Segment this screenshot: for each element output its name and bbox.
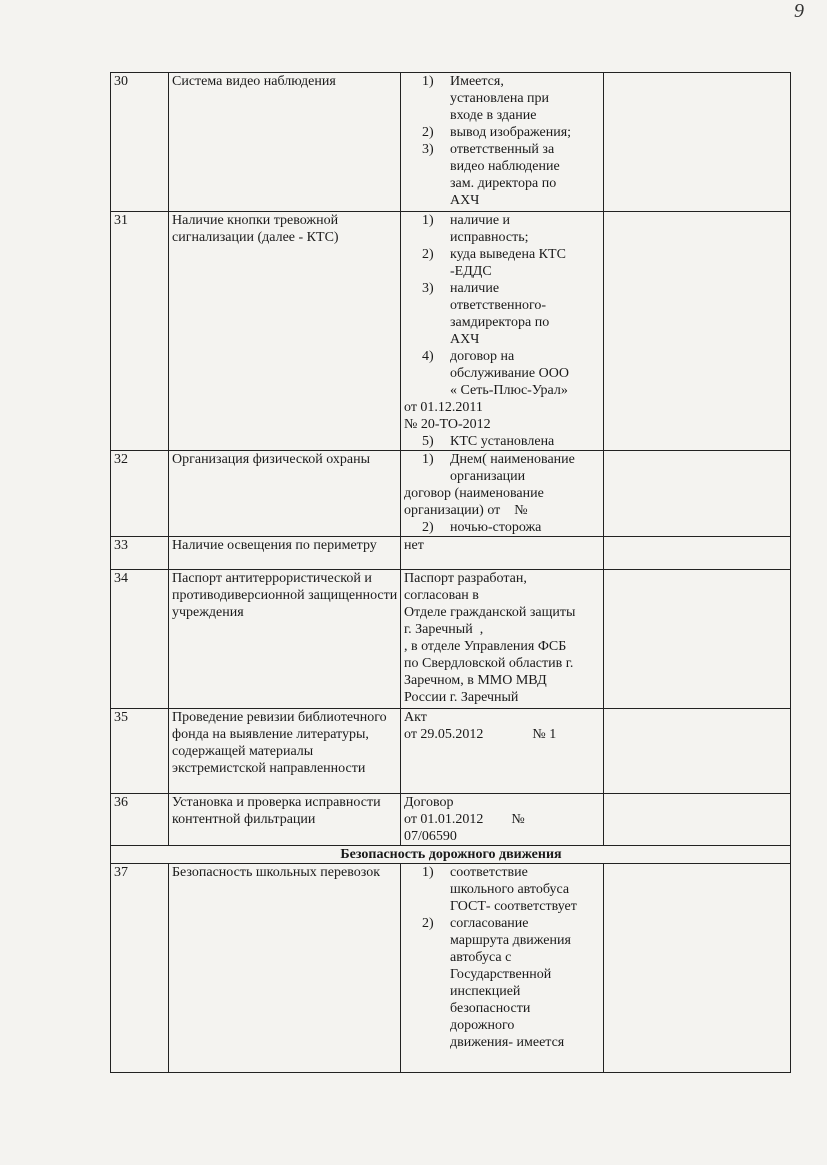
row-name: Наличие кнопки тревожной сигнализации (далее - КТС) (169, 212, 401, 451)
item-text: куда выведена КТС (450, 247, 566, 262)
item-list (404, 864, 601, 1051)
item-text: согласование (450, 916, 529, 931)
item-number: 2) (422, 520, 434, 535)
item-text: Имеется, (450, 74, 504, 89)
row-notes (604, 709, 791, 794)
item-text: замдиректора по (450, 315, 550, 330)
list-item (404, 451, 601, 485)
item-text: исправность; (450, 230, 529, 245)
item-text: автобуса с (450, 950, 512, 965)
table-row (111, 570, 791, 709)
page-number: 9 (794, 0, 804, 22)
list-item (404, 246, 601, 280)
item-text: движения- имеется (450, 1035, 565, 1050)
row-number: 32 (111, 451, 169, 537)
section-title: Безопасность дорожного движения (111, 846, 791, 864)
row-notes (604, 451, 791, 537)
row-number: 33 (111, 537, 169, 570)
item-text: школьного автобуса (450, 882, 570, 897)
row-number: 37 (111, 864, 169, 1073)
item-list (404, 212, 601, 450)
item-text: организации (450, 469, 526, 484)
item-number: 2) (422, 125, 434, 140)
value-text: по Свердловской областив г. (404, 656, 574, 671)
list-item (404, 348, 601, 399)
table-row (111, 864, 791, 1073)
item-list (404, 451, 601, 536)
value-text: 07/06590 (404, 829, 457, 844)
item-text: ночью-сторожа (450, 520, 542, 535)
list-item (404, 519, 601, 536)
item-list (404, 73, 601, 209)
row-value: нет (401, 537, 604, 570)
row-value (401, 864, 604, 1073)
row-name: Установка и проверка исправности контентной фильтрации (169, 794, 401, 846)
item-text: наличие и (450, 213, 511, 228)
row-notes (604, 570, 791, 709)
row-notes (604, 212, 791, 451)
item-text: инспекцией (450, 984, 521, 999)
row-number: 36 (111, 794, 169, 846)
section-row (111, 846, 791, 864)
item-text: договор на (450, 349, 515, 364)
row-number: 34 (111, 570, 169, 709)
item-text: АХЧ (450, 332, 480, 347)
row-name: Паспорт антитеррористической и противодиверсионной защищенности учреждения (169, 570, 401, 709)
value-text: России г. Заречный (404, 690, 519, 705)
list-item (404, 212, 601, 246)
row-notes (604, 73, 791, 212)
table-row (111, 212, 791, 451)
row-notes (604, 537, 791, 570)
item-number: 3) (422, 281, 434, 296)
value-text: , в отделе Управления ФСБ (404, 639, 567, 654)
row-name: Наличие освещения по периметру (169, 537, 401, 570)
row-name: Безопасность школьных перевозок (169, 864, 401, 1073)
item-number: 1) (422, 865, 434, 880)
item-number: 4) (422, 349, 434, 364)
item-text: КТС установлена (450, 434, 555, 449)
row-name: Организация физической охраны (169, 451, 401, 537)
item-text: зам. директора по (450, 176, 557, 191)
item-text: Днем( наименование (450, 452, 575, 467)
item-text: вывод изображения; (450, 125, 572, 140)
row-number: 35 (111, 709, 169, 794)
table-row (111, 537, 791, 570)
item-text: ГОСТ- соответствует (450, 899, 577, 914)
item-number: 2) (422, 247, 434, 262)
item-text: соответствие (450, 865, 528, 880)
list-item (404, 73, 601, 124)
value-text: Паспорт разработан, (404, 571, 527, 586)
value-text: Отделе гражданской защиты (404, 605, 576, 620)
list-item (404, 124, 601, 141)
item-text: от 01.12.2011 (404, 400, 483, 415)
list-item (404, 864, 601, 915)
item-number: 2) (422, 916, 434, 931)
item-text: Государственной (450, 967, 552, 982)
table-row (111, 709, 791, 794)
checklist-table (110, 72, 791, 1073)
item-text: -ЕДДС (450, 264, 492, 279)
table-row (111, 451, 791, 537)
item-text: дорожного (450, 1018, 515, 1033)
item-text: установлена при (450, 91, 550, 106)
value-text: Заречном, в ММО МВД (404, 673, 547, 688)
item-text: наличие (450, 281, 500, 296)
item-text: организации) от № (404, 503, 528, 518)
item-text: входе в здание (450, 108, 537, 123)
row-name: Проведение ревизии библиотечного фонда на выявление литературы, содержащей материалы экстремистской направленности (169, 709, 401, 794)
item-text: « Сеть-Плюс-Урал» (450, 383, 568, 398)
item-text: № 20-ТО-2012 (404, 417, 491, 432)
row-value (401, 709, 604, 794)
row-value (401, 794, 604, 846)
item-text: договор (наименование (404, 486, 544, 501)
item-text: маршрута движения (450, 933, 571, 948)
table-row (111, 794, 791, 846)
item-text: ответственного- (450, 298, 547, 313)
item-text: ответственный за (450, 142, 555, 157)
list-item (404, 141, 601, 209)
value-text: от 01.01.2012 № (404, 812, 525, 827)
list-item (404, 433, 601, 450)
list-item (404, 915, 601, 1051)
value-text: Договор (404, 795, 454, 810)
list-item (404, 280, 601, 348)
row-value (401, 73, 604, 212)
row-value (401, 451, 604, 537)
item-number: 3) (422, 142, 434, 157)
list-item (404, 485, 601, 519)
item-number: 1) (422, 452, 434, 467)
row-number: 31 (111, 212, 169, 451)
row-value (401, 212, 604, 451)
row-number: 30 (111, 73, 169, 212)
item-number: 5) (422, 434, 434, 449)
item-text: безопасности (450, 1001, 531, 1016)
row-notes (604, 794, 791, 846)
row-value (401, 570, 604, 709)
value-text: согласован в (404, 588, 479, 603)
list-item (404, 399, 601, 433)
item-number: 1) (422, 74, 434, 89)
value-text: г. Заречный , (404, 622, 484, 637)
item-text: обслуживание ООО (450, 366, 569, 381)
row-notes (604, 864, 791, 1073)
item-text: видео наблюдение (450, 159, 560, 174)
value-text: Акт (404, 710, 427, 725)
item-text: АХЧ (450, 193, 480, 208)
table-row (111, 73, 791, 212)
row-name: Система видео наблюдения (169, 73, 401, 212)
item-number: 1) (422, 213, 434, 228)
value-text: от 29.05.2012 № 1 (404, 727, 557, 742)
